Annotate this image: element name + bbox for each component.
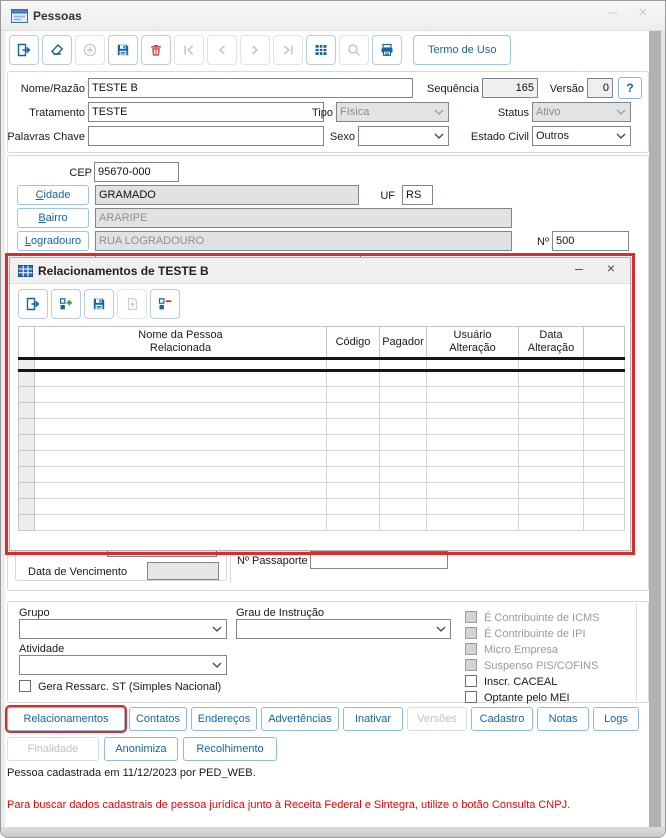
- grid-view-button[interactable]: [306, 35, 336, 65]
- grid-icon: [18, 265, 33, 277]
- finalidade-button[interactable]: Finalidade: [7, 737, 99, 761]
- save-icon: [115, 42, 131, 58]
- table-cell[interactable]: [519, 419, 584, 435]
- grupo-label: Grupo: [19, 607, 50, 619]
- table-header-row: [19, 327, 625, 359]
- table-cell[interactable]: [584, 483, 625, 499]
- cep-input[interactable]: [94, 162, 179, 182]
- add-row-button[interactable]: [51, 289, 81, 319]
- uf-input[interactable]: [402, 185, 433, 205]
- chevron-down-icon: [616, 109, 626, 115]
- inscr-caceal-checkbox[interactable]: [465, 675, 477, 687]
- window-frame-right-edge: [661, 31, 666, 827]
- optante-mei-checkbox[interactable]: [465, 691, 477, 703]
- grid-icon: [313, 42, 329, 58]
- search-button[interactable]: [339, 35, 369, 65]
- col-nome-pessoa-relacionada: Nome da Pessoa Relacionada: [35, 327, 327, 359]
- relationship-table-wrap: [18, 326, 624, 531]
- data-vencimento-label: Data de Vencimento: [28, 566, 128, 578]
- versoes-button[interactable]: Versões: [407, 707, 467, 731]
- estado-civil-select[interactable]: Outros: [532, 126, 631, 146]
- consulta-cnpj-warning-text: Para buscar dados cadastrais de pessoa jurídica junto à Receita Federal e Sintegra, utilize o botão Consulta CNPJ.: [7, 799, 571, 811]
- passaporte-input[interactable]: [310, 551, 448, 569]
- table-cell[interactable]: [519, 483, 584, 499]
- bairro-input: [95, 208, 512, 228]
- table-cell[interactable]: [35, 483, 327, 499]
- row-selector-cell[interactable]: [19, 499, 35, 515]
- logradouro-input: [95, 231, 512, 251]
- palavras-chave-label: Palavras Chave: [7, 131, 85, 143]
- nav-next-icon: [247, 42, 263, 58]
- table-cell[interactable]: [327, 451, 380, 467]
- table-cell[interactable]: [327, 403, 380, 419]
- chevron-down-icon: [212, 662, 222, 668]
- col-usuario-alteracao: Usuário Alteração: [427, 327, 519, 359]
- tipo-label: Tipo: [312, 107, 333, 119]
- enderecos-button[interactable]: Endereços: [191, 707, 257, 731]
- cidade-input: [95, 185, 359, 205]
- row-selector-cell[interactable]: [19, 387, 35, 403]
- table-row[interactable]: [19, 403, 625, 419]
- table-cell[interactable]: [584, 359, 625, 371]
- table-cell[interactable]: [380, 451, 427, 467]
- numero-input[interactable]: [552, 231, 629, 251]
- status-label: Status: [497, 107, 529, 119]
- nav-prev-icon: [214, 42, 230, 58]
- row-selector-cell[interactable]: [19, 451, 35, 467]
- row-selector-cell[interactable]: [19, 359, 35, 371]
- row-selector-header: [19, 327, 35, 359]
- table-cell[interactable]: [35, 359, 327, 371]
- table-cell[interactable]: [35, 371, 327, 387]
- remove-row-icon: [157, 296, 173, 312]
- table-row[interactable]: [19, 419, 625, 435]
- table-cell[interactable]: [380, 467, 427, 483]
- col-codigo: Código: [327, 327, 380, 359]
- window-frame-bottom: [1, 827, 666, 838]
- nome-label: Nome/Razão: [20, 83, 85, 95]
- suspenso-pis-cofins-checkbox: [465, 659, 477, 671]
- eraser-icon: [49, 42, 65, 58]
- inscr-caceal-label: Inscr. CACEAL: [484, 676, 558, 688]
- table-cell[interactable]: [427, 435, 519, 451]
- notas-button[interactable]: Notas: [537, 707, 589, 731]
- window-frame-right: [649, 31, 661, 827]
- passaporte-label: Nº Passaporte: [237, 555, 308, 567]
- table-cell[interactable]: [380, 371, 427, 387]
- table-cell[interactable]: [327, 359, 380, 371]
- table-cell[interactable]: [380, 419, 427, 435]
- table-cell[interactable]: [327, 419, 380, 435]
- chevron-down-icon: [434, 109, 444, 115]
- window-minimize-button[interactable]: –: [608, 4, 618, 21]
- table-cell[interactable]: [519, 467, 584, 483]
- nav-next-button[interactable]: [240, 35, 270, 65]
- divider: [636, 603, 637, 701]
- anonimiza-button[interactable]: Anonimiza: [104, 737, 178, 761]
- table-cell[interactable]: [427, 359, 519, 371]
- chevron-down-icon: [434, 133, 444, 139]
- table-cell[interactable]: [427, 467, 519, 483]
- modal-exit-button[interactable]: [18, 289, 48, 319]
- table-cell[interactable]: [380, 403, 427, 419]
- gera-ressarc-checkbox[interactable]: [19, 680, 31, 692]
- table-cell[interactable]: [427, 483, 519, 499]
- table-cell[interactable]: [584, 515, 625, 531]
- cadastro-button[interactable]: Cadastro: [471, 707, 533, 731]
- numero-label: Nº: [537, 236, 549, 248]
- help-button[interactable]: ?: [618, 77, 642, 99]
- table-row[interactable]: [19, 499, 625, 515]
- row-selector-cell[interactable]: [19, 419, 35, 435]
- table-cell[interactable]: [519, 451, 584, 467]
- contribuinte-ipi-label: É Contribuinte de IPI: [484, 628, 586, 640]
- contribuinte-icms-label: É Contribuinte de ICMS: [484, 612, 600, 624]
- palavras-chave-input[interactable]: [88, 126, 324, 146]
- table-cell[interactable]: [519, 499, 584, 515]
- table-cell[interactable]: [380, 387, 427, 403]
- contribuinte-ipi-checkbox: [465, 627, 477, 639]
- exit-icon: [16, 42, 32, 58]
- table-cell[interactable]: [427, 371, 519, 387]
- data-vencimento-input: [147, 562, 219, 580]
- table-cell[interactable]: [427, 515, 519, 531]
- sequencia-label: Sequência: [427, 83, 479, 95]
- window-title: Pessoas: [33, 9, 82, 23]
- sequencia-input: [482, 78, 538, 98]
- table-cell[interactable]: [380, 515, 427, 531]
- remove-row-button[interactable]: [150, 289, 180, 319]
- table-cell[interactable]: [427, 419, 519, 435]
- nav-last-icon: [280, 42, 296, 58]
- sexo-label: Sexo: [329, 131, 355, 143]
- table-cell[interactable]: [584, 451, 625, 467]
- window-frame-left: [1, 31, 5, 827]
- table-row[interactable]: [19, 435, 625, 451]
- table-cell[interactable]: [519, 403, 584, 419]
- modal-title: Relacionamentos de TESTE B: [38, 264, 209, 278]
- relacionamentos-modal: [9, 257, 631, 551]
- table-cell[interactable]: [327, 467, 380, 483]
- chevron-down-icon: [616, 133, 626, 139]
- save-icon: [91, 296, 107, 312]
- nav-buttons-row-2: [7, 737, 277, 761]
- bairro-button[interactable]: Bairro: [17, 208, 89, 228]
- table-row[interactable]: [19, 371, 625, 387]
- table-cell[interactable]: [327, 387, 380, 403]
- table-cell[interactable]: [584, 499, 625, 515]
- table-cell[interactable]: [35, 499, 327, 515]
- table-row[interactable]: [19, 359, 625, 371]
- row-selector-cell[interactable]: [19, 435, 35, 451]
- termo-de-uso-button[interactable]: Termo de Uso: [413, 35, 511, 65]
- table-cell[interactable]: [327, 435, 380, 451]
- cadastro-info-text: Pessoa cadastrada em 11/12/2023 por PED_WEB.: [7, 767, 256, 779]
- table-cell[interactable]: [380, 483, 427, 499]
- window-close-button[interactable]: ×: [638, 4, 648, 21]
- print-button[interactable]: [372, 35, 402, 65]
- modal-minimize-button[interactable]: –: [575, 260, 583, 276]
- nav-first-icon: [181, 42, 197, 58]
- nav-last-button[interactable]: [273, 35, 303, 65]
- exit-icon: [25, 296, 41, 312]
- table-cell[interactable]: [35, 403, 327, 419]
- table-cell[interactable]: [519, 371, 584, 387]
- divider: [230, 549, 231, 583]
- table-cell[interactable]: [327, 371, 380, 387]
- table-row[interactable]: [19, 451, 625, 467]
- modal-close-button[interactable]: ×: [606, 260, 616, 276]
- chevron-down-icon: [436, 626, 446, 632]
- import-icon: [124, 296, 140, 312]
- row-selector-cell[interactable]: [19, 371, 35, 387]
- optante-mei-label: Optante pelo MEI: [484, 692, 570, 704]
- atividade-label: Atividade: [19, 643, 65, 655]
- logradouro-button[interactable]: Logradouro: [17, 231, 89, 251]
- table-row[interactable]: [19, 515, 625, 531]
- modal-titlebar: [10, 258, 630, 284]
- table-cell[interactable]: [427, 451, 519, 467]
- nav-first-button[interactable]: [174, 35, 204, 65]
- table-row[interactable]: [19, 467, 625, 483]
- grau-instrucao-label: Grau de Instrução: [236, 607, 325, 619]
- search-icon: [346, 42, 362, 58]
- inativar-button[interactable]: Inativar: [343, 707, 403, 731]
- main-toolbar: [9, 35, 511, 65]
- sexo-select[interactable]: [358, 126, 449, 146]
- versao-input: [587, 78, 613, 98]
- table-cell[interactable]: [427, 403, 519, 419]
- table-row[interactable]: [19, 483, 625, 499]
- estado-civil-label: Estado Civil: [470, 131, 529, 143]
- delete-button[interactable]: [141, 35, 171, 65]
- tipo-select: Física: [336, 102, 449, 122]
- nav-prev-button[interactable]: [207, 35, 237, 65]
- col-pagador: Pagador: [380, 327, 427, 359]
- col-extra: [584, 327, 625, 359]
- table-cell[interactable]: [35, 387, 327, 403]
- modal-save-button[interactable]: [84, 289, 114, 319]
- table-cell[interactable]: [327, 499, 380, 515]
- table-cell[interactable]: [35, 467, 327, 483]
- versao-label: Versão: [549, 83, 584, 95]
- table-cell[interactable]: [380, 359, 427, 371]
- row-selector-cell[interactable]: [19, 403, 35, 419]
- table-cell[interactable]: [519, 387, 584, 403]
- table-cell[interactable]: [584, 387, 625, 403]
- clear-button[interactable]: [42, 35, 72, 65]
- advertencias-button[interactable]: Advertências: [261, 707, 339, 731]
- table-cell[interactable]: [584, 403, 625, 419]
- table-cell[interactable]: [584, 371, 625, 387]
- grupo-select[interactable]: [19, 619, 227, 639]
- row-selector-cell[interactable]: [19, 483, 35, 499]
- print-icon: [379, 42, 395, 58]
- table-cell[interactable]: [519, 515, 584, 531]
- cidade-button[interactable]: Cidade: [17, 185, 89, 205]
- nome-input[interactable]: [88, 78, 413, 98]
- add-row-icon: [58, 296, 74, 312]
- recolhimento-button[interactable]: Recolhimento: [183, 737, 277, 761]
- col-data-alteracao: Data Alteração: [519, 327, 584, 359]
- table-cell[interactable]: [380, 499, 427, 515]
- table-cell[interactable]: [327, 515, 380, 531]
- row-selector-cell[interactable]: [19, 467, 35, 483]
- table-cell[interactable]: [327, 483, 380, 499]
- chevron-down-icon: [212, 626, 222, 632]
- cep-label: CEP: [69, 167, 92, 179]
- table-row[interactable]: [19, 387, 625, 403]
- nav-buttons-row-1: [7, 707, 639, 731]
- table-cell[interactable]: [35, 435, 327, 451]
- table-cell[interactable]: [584, 435, 625, 451]
- table-cell[interactable]: [584, 467, 625, 483]
- table-cell[interactable]: [427, 499, 519, 515]
- tratamento-label: Tratamento: [29, 107, 85, 119]
- table-cell[interactable]: [427, 387, 519, 403]
- relacionamentos-button[interactable]: Relacionamentos: [7, 707, 125, 731]
- status-select: Ativo: [532, 102, 631, 122]
- table-cell[interactable]: [584, 419, 625, 435]
- contatos-button[interactable]: Contatos: [129, 707, 187, 731]
- form-window-icon: [11, 9, 28, 23]
- table-cell[interactable]: [519, 359, 584, 371]
- import-button[interactable]: [117, 289, 147, 319]
- table-cell[interactable]: [519, 435, 584, 451]
- grau-instrucao-select[interactable]: [236, 619, 451, 639]
- add-button[interactable]: [75, 35, 105, 65]
- table-cell[interactable]: [35, 451, 327, 467]
- relationship-table-body: [19, 359, 625, 531]
- window-titlebar: [1, 1, 666, 31]
- table-cell[interactable]: [35, 515, 327, 531]
- tratamento-input[interactable]: [88, 102, 324, 122]
- delete-icon: [148, 42, 164, 58]
- logs-button[interactable]: Logs: [593, 707, 639, 731]
- relationship-table[interactable]: [18, 326, 625, 531]
- exit-button[interactable]: [9, 35, 39, 65]
- micro-empresa-label: Micro Empresa: [484, 644, 558, 656]
- table-cell[interactable]: [380, 435, 427, 451]
- uf-label: UF: [380, 190, 395, 202]
- row-selector-cell[interactable]: [19, 515, 35, 531]
- atividade-select[interactable]: [19, 655, 227, 675]
- contribuinte-icms-checkbox: [465, 611, 477, 623]
- table-cell[interactable]: [35, 419, 327, 435]
- micro-empresa-checkbox: [465, 643, 477, 655]
- save-button[interactable]: [108, 35, 138, 65]
- add-icon: [82, 42, 98, 58]
- gera-ressarc-label: Gera Ressarc. ST (Simples Nacional): [38, 681, 222, 693]
- suspenso-pis-cofins-label: Suspenso PIS/COFINS: [484, 660, 599, 672]
- modal-toolbar: [18, 289, 180, 319]
